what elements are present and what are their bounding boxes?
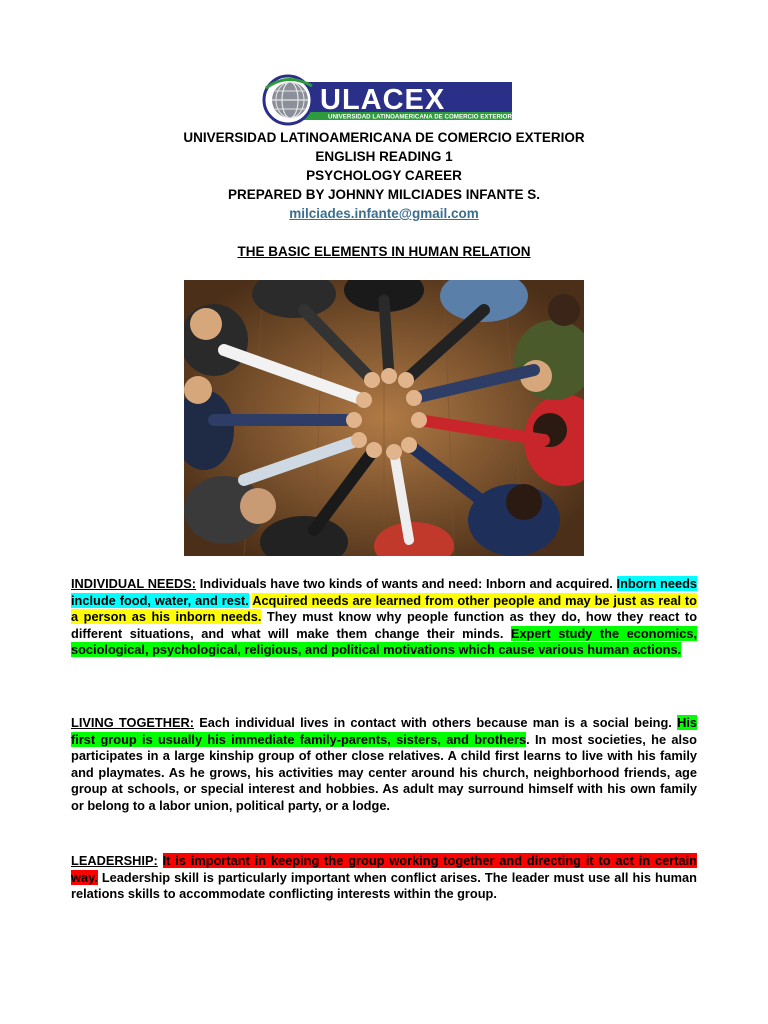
leadership-text-2: Leadership skill is particularly important when conflict arises. The leader must use all his human relations skills to accommodate conflicting interests within the group. [71,869,697,901]
individual-needs-text-1: Individuals have two kinds of wants and need: Inborn and acquired. [196,576,617,591]
living-together-heading: LIVING TOGETHER: [71,715,195,730]
ulacex-logo [260,74,512,126]
section-leadership [71,853,697,903]
highlight-leadership-importance: It is important in keeping the group working together and directing it to act in certain way. [71,853,697,885]
individual-needs-heading: INDIVIDUAL NEEDS: [71,576,197,591]
document-title: THE BASIC ELEMENTS IN HUMAN RELATION [237,244,531,259]
team-hands-photo [184,280,584,556]
highlight-inborn-needs: Inborn needs include food, water, and rest. [71,576,697,608]
university-name: UNIVERSIDAD LATINOAMERICANA DE COMERCIO EXTERIOR [183,130,585,145]
leadership-heading: LEADERSHIP: [71,853,158,868]
living-together-text-2: . In most societies, he also participates in a large kinship group of other close relatives. A child first learns to live with his family and playmates. As he grows, his activities may center around his church, neighborhood friends, age group at schools, or special interest and hobbies. As adult may surround himself with his own family or belong to a labor union, political party, or a lodge. [71,731,697,813]
section-living-together [71,715,697,814]
author-email-link[interactable]: milciades.infante@gmail.com [289,206,479,221]
highlight-first-group: His first group is usually his immediate family-parents, sisters, and brothers [71,715,697,747]
logo-wordmark: ULACEX [320,84,446,116]
living-together-text-1: Each individual lives in contact with others because man is a social being. [194,715,678,730]
highlight-acquired-needs: Acquired needs are learned from other people and may be just as real to a person as his inborn needs. [71,592,697,624]
individual-needs-text-3: They must know why people function as they do, how they react to different situations, and what will make them change their minds. [71,609,698,641]
career-name: PSYCHOLOGY CAREER [306,168,462,183]
leadership-text-1 [158,853,163,868]
logo-tagline: UNIVERSIDAD LATINOAMERICANA DE COMERCIO EXTERIOR [328,113,512,121]
highlight-expert-study: Expert study the economics, sociological, psychological, religious, and political motivations which cause various human actions. [71,625,698,657]
document-header [0,128,768,223]
author-line: PREPARED BY JOHNNY MILCIADES INFANTE S. [227,187,541,202]
section-individual-needs [71,576,697,659]
course-name: ENGLISH READING 1 [315,149,453,164]
